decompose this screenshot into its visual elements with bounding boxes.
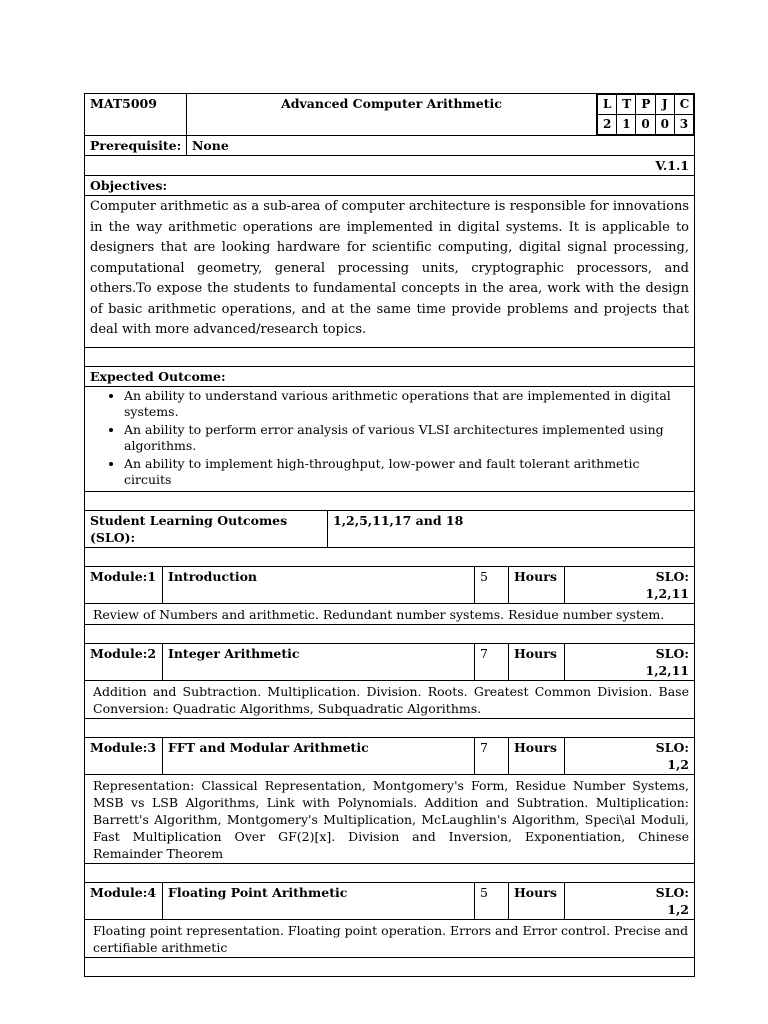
module-title: Introduction: [163, 566, 475, 603]
prerequisite-value: None: [187, 136, 695, 156]
module-title: FFT and Modular Arithmetic: [163, 737, 475, 774]
module-id: Module:3: [85, 737, 163, 774]
module-hours-label: Hours: [509, 882, 565, 919]
slo-value: 1,2,5,11,17 and 18: [328, 510, 695, 547]
module-hours: 5: [475, 882, 509, 919]
spacer-row: [85, 863, 695, 882]
course-header-table: [84, 93, 695, 136]
module-slo-value: 1,2: [667, 756, 689, 772]
module-title: Integer Arithmetic: [163, 643, 475, 680]
module-hours: 7: [475, 643, 509, 680]
module-slo: [565, 566, 695, 603]
module-description: Addition and Subtraction. Multiplication. Division. Roots. Greatest Common Division. Base Conversion: Quadratic Algorithms, Subquadratic Algorithms.: [85, 680, 695, 718]
spacer-row: [85, 347, 695, 366]
module-header-row: [85, 566, 695, 603]
version-label: V.1.1: [85, 156, 695, 176]
module-slo: [565, 882, 695, 919]
ltpjc-value: 0: [636, 115, 655, 135]
module-hours-label: Hours: [509, 566, 565, 603]
spacer-row: [85, 547, 695, 566]
prerequisite-label: Prerequisite:: [85, 136, 187, 156]
slo-table: [84, 510, 695, 567]
spacer-row: [85, 491, 695, 510]
module-id: Module:2: [85, 643, 163, 680]
module-description: Floating point representation. Floating point operation. Errors and Error control. Precise and certifiable arithmetic: [85, 919, 695, 957]
module-slo: [565, 737, 695, 774]
slo-label: Student Learning Outcomes (SLO):: [85, 510, 328, 547]
module-description: Review of Numbers and arithmetic. Redundant number systems. Residue number system.: [85, 603, 695, 624]
course-code: MAT5009: [85, 94, 187, 136]
module-hours-label: Hours: [509, 643, 565, 680]
objectives-text: Computer arithmetic as a sub-area of computer architecture is responsible for innovations in the way arithmetic operations are implemented in digital systems. It is applicable to designers that are looking hardware for scientific computing, digital signal processing, computational geometry, general processing units, cryptographic processors, and others.To expose the students to fundamental concepts in the area, work with the design of basic arithmetic operations, and at the same time provide problems and projects that deal with more advanced/research topics.: [85, 196, 695, 348]
module-slo-label: SLO:: [655, 645, 689, 661]
module-header-row: [85, 737, 695, 774]
modules-table: [84, 566, 695, 977]
module-slo-value: 1,2,11: [645, 662, 689, 678]
syllabus-page: [84, 93, 694, 977]
module-header-row: [85, 882, 695, 919]
module-hours: 5: [475, 566, 509, 603]
module-hours-label: Hours: [509, 737, 565, 774]
course-title: Advanced Computer Arithmetic: [187, 94, 597, 136]
course-info-table: [84, 135, 695, 511]
module-id: Module:1: [85, 566, 163, 603]
outcome-heading: Expected Outcome:: [85, 366, 695, 386]
module-slo-value: 1,2,11: [645, 585, 689, 601]
ltpjc-value: 3: [674, 115, 693, 135]
ltpjc-value: 1: [617, 115, 636, 135]
ltpjc-box: [597, 94, 695, 136]
outcome-item: • An ability to understand various arithmetic operations that are implemented in digital systems.: [124, 388, 689, 420]
ltpjc-label: L: [598, 95, 617, 115]
ltpjc-label: J: [655, 95, 674, 115]
module-slo-value: 1,2: [667, 901, 689, 917]
module-slo-label: SLO:: [655, 568, 689, 584]
outcome-list-cell: [85, 386, 695, 491]
module-slo: [565, 643, 695, 680]
module-title: Floating Point Arithmetic: [163, 882, 475, 919]
module-slo-label: SLO:: [655, 884, 689, 900]
spacer-row: [85, 624, 695, 643]
ltpjc-value: 0: [655, 115, 674, 135]
ltpjc-value: 2: [598, 115, 617, 135]
module-description: Representation: Classical Representation, Montgomery's Form, Residue Number Systems, MSB vs LSB Algorithms, Link with Polynomials. Addition and Subtration. Multiplication: Barrett's Algorithm, Montgomery's Multiplication, McLaughlin's Algorithm, Speci\al Moduli, Fast Multiplication Over GF(2)[x]. Division and Inversion, Exponentiation, Chinese Remainder Theorem: [85, 774, 695, 863]
ltpjc-label: T: [617, 95, 636, 115]
spacer-row: [85, 718, 695, 737]
objectives-heading: Objectives:: [85, 176, 695, 196]
ltpjc-grid: [597, 94, 694, 135]
module-header-row: [85, 643, 695, 680]
outcome-item: • An ability to perform error analysis of various VLSI architectures implemented using algorithms.: [124, 422, 689, 454]
outcome-list: [90, 388, 689, 488]
module-slo-label: SLO:: [655, 739, 689, 755]
ltpjc-label: C: [674, 95, 693, 115]
outcome-item: • An ability to implement high-throughput, low-power and fault tolerant arithmetic circuits: [124, 456, 689, 488]
module-hours: 7: [475, 737, 509, 774]
ltpjc-label: P: [636, 95, 655, 115]
spacer-row: [85, 957, 695, 976]
module-id: Module:4: [85, 882, 163, 919]
